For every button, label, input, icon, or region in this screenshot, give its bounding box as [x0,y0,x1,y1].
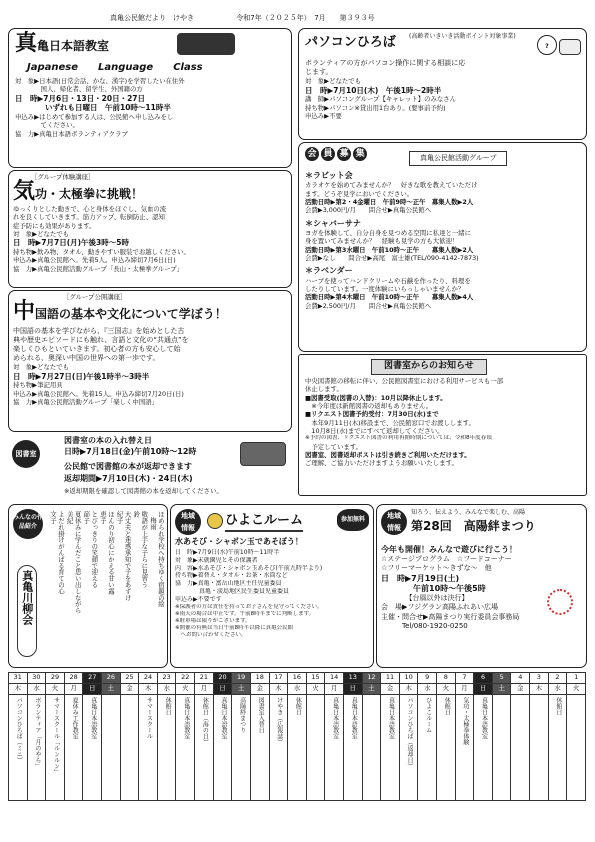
calendar-date: 17 [269,673,288,684]
pc-title: パソコンひろば [305,35,396,50]
kikou-group-tag: ［グループ体験講座］ [31,173,95,181]
calendar-event-cell [492,695,511,801]
calendar-event-cell [46,695,65,801]
fireworks-icon [547,589,573,615]
detail-line: 講 師▶パソコングループ【キャレット】のみなさん [305,95,457,104]
calendar-date: 31 [9,673,28,684]
detail-line: 日 時▶7月9日(水)午前10時～11時半 [175,549,280,556]
calendar-event: 気功・太極拳体験 [461,697,469,745]
group-line: 活動日時▶第3水曜日 午前10時～正午 募集人数▶2人 [305,245,474,254]
calendar-date: 2 [548,673,567,684]
calendar-date: 23 [157,673,176,684]
detail-line: 本年9月11日(木)移設まで、公民館窓口でお渡しします。 [305,418,475,427]
calendar-date: 15 [306,673,325,684]
calendar-event: 真亀日本語教室 [387,697,395,739]
group-line: ヨガを体験して、自分自身を見つめる空間に私達と一緒に [305,229,472,238]
calendar-weekday: 金 [120,684,139,695]
calendar-event-cell [269,695,288,801]
detail-line: 申込み▶真亀公民館へ。先着5人。申込み締切7月6日(日) [13,256,176,265]
detail-line: ☆フリーマーケット～きずな～ 他 [381,564,492,573]
detail-line: 中央図書館の移転に伴い、公民館図書室における利用サービスも一部 [305,377,504,385]
group-line: ます。どうぞ見学においでください。 [305,189,414,198]
calendar-weekday: 火 [46,684,65,695]
calendar-event: 真亀日本語教室 [219,697,227,739]
calendar-date: 8 [437,673,456,684]
calendar-date: 25 [120,673,139,684]
members-title-char: 員 [321,147,335,161]
calendar-event: 休館日 [164,697,172,715]
calendar-event: 真亀日本語教室 [331,697,339,739]
detail-line: 休止します。 [305,385,343,394]
detail-line: 日 時▶7月6日・13日・20日・27日 [15,93,146,103]
calendar-event: 休館日 [294,697,302,715]
calendar-event: ひよこルーム [424,697,432,733]
calendar-event-cell [157,695,176,801]
calendar-weekday: 日 [474,684,493,695]
group-line: 身を置いてみませんか？ 経験も見学の方も大歓迎！ [305,237,459,246]
calendar-weekday: 木 [9,684,28,695]
calendar-event: 休館日 [554,697,562,715]
chinese-details [13,327,289,406]
senryu-verse: ほんのり初心にかえる甘い露 恵子 [98,511,115,595]
kikou-title: 功・太極拳に挑戦！ [35,187,144,201]
calendar-weekday: 木 [399,684,418,695]
detail-line: れを良くしていきます。筋力アップ、転倒防止、認知 [13,213,165,222]
calendar-event-cell [120,695,139,801]
calendar-weekday-row [9,684,586,695]
senryu-verse: とびっきりの笑顔で迎える 節子 [82,511,99,588]
calendar-weekday: 日 [343,684,362,695]
calendar-date: 14 [325,673,344,684]
senryu-verse: ほめられ学校へ持ちゆく宿題の絵 梅雨 [148,511,165,607]
group-name: ＊ラビット会 [305,171,353,180]
calendar-event-cell [27,695,46,801]
detail-line: 午前10時～午後5時 [381,583,486,593]
japanese-class-subtitle: Japanese Language Class [27,62,203,73]
senryu-verse: 夏休みに学んだこと思い出しながら 美紀 [65,511,82,614]
calendar-event-cell [567,695,586,801]
detail-line: へお問い合わせください。 [175,632,247,639]
senryu-title: 真亀川柳会 [17,565,37,657]
festival-details [381,545,584,631]
detail-line: 真亀・淡島地区民生委員児童委員 [175,587,290,595]
calendar-event-cell [530,695,549,801]
senryu-verse: 大丈夫と迷惑承知で子をあずけ 紀子 [115,511,132,601]
calendar-date: 16 [288,673,307,684]
calendar-weekday: 水 [288,684,307,695]
detail-line: 会 場▶フジグラン高陽ふれあい広場 [381,603,498,612]
japanese-title-kanji: 真 [15,31,38,56]
detail-line: 申込み▶はじめて参加する人は、公民館へ申し込みをし [15,113,174,122]
calendar-event-cell [343,695,362,801]
festival-title: 第28回 高陽絆まつり [411,519,536,533]
group-line: ハーブを使ってハンドクリームや石鹸を作ったり、料理を [305,276,471,285]
group-line: 会費▶2,500円/月 問合せ▶真亀公民館へ [305,301,432,310]
library-closure-date: 日時▶7月18日(金)午前10時～12時 [64,447,197,456]
calendar-date: 4 [511,673,530,684]
chick-icon [207,513,223,529]
detail-line: ボランティアの方がパソコン操作に関する相談に応 [305,59,466,67]
calendar-event: サマースクール「ルンルン」 [52,697,60,775]
calendar-event: 休館日（海の日） [201,697,209,745]
festival-badge: 地域 情報 [381,509,407,535]
detail-line: 楽しくひもといていきます。初心者の方も安心して始 [13,345,181,354]
detail-line: 持ち物▶パソコン※貸出用1台あり。(要事前予約) [305,103,446,112]
japanese-class-box [8,28,292,168]
calendar-weekday: 水 [418,684,437,695]
festival-box [376,504,587,668]
calendar-event: 高陽絆まつり [238,697,246,733]
calendar-event-cell [511,695,530,801]
detail-line: 申込み▶不要です [175,595,222,603]
detail-line: 対 象▶どなたでも [13,229,70,238]
detail-line: てください。 [15,121,79,130]
calendar-event-cell [195,695,214,801]
calendar-weekday: 火 [567,684,586,695]
detail-line: 協 力▶真亀公民館活動グループ「楽しく中国語」 [13,398,158,407]
detail-line: ■リクエスト図書予約受付：7月30日(水)まで [305,410,439,419]
calendar-weekday: 水 [157,684,176,695]
calendar-weekday: 水 [548,684,567,695]
detail-line: ご理解、ご協力いただけますようお願いいたします。 [305,459,458,468]
detail-line: ☆ステージプログラム ☆フードコーナー [381,555,512,564]
calendar-date: 12 [362,673,381,684]
calendar-event-cell [399,695,418,801]
calendar-event-cell [213,695,232,801]
group-name: ＊シャバーサナ [305,218,361,228]
members-list [305,171,583,310]
detail-line: 持ち物▶飲み物、タオル、動きやすい服装でお越しください。 [13,248,190,257]
detail-line: 今年も開催！みんなで遊びに行こう！ [381,545,517,554]
detail-line: いずれも日曜日 午前10時～11時半 [15,103,171,113]
calendar-date: 5 [492,673,511,684]
detail-line: 日 時▶7月10日(木) 午後1時～2時半 [305,85,442,95]
group-line: 活動日時▶第4木曜日 午前10時～正午 募集人数▶4人 [305,293,474,302]
members-group-label: 真亀公民館活動グループ [409,151,507,166]
detail-line: Tel/080-1920-0250 [381,621,468,630]
detail-line: 持ち物▶筆記用具 [13,381,63,390]
calendar-event-cell [64,695,83,801]
calendar-event-cell [139,695,158,801]
calendar-event: サマースクール [145,697,153,739]
pc-details [305,59,583,120]
calendar-weekday: 土 [102,684,121,695]
calendar-date: 10 [399,673,418,684]
detail-line: 主催・問合せ▶高陽まつり実行委員会事務局 [381,612,520,621]
issue-info: 令和7年（２０２５年） 7月 第３９３号 [236,14,375,22]
calendar-weekday: 金 [250,684,269,695]
detail-line: 10月8日(水)までにすべて返却してください。 [305,426,444,435]
hiyoko-title: ひよこルーム [225,513,303,532]
detail-line: 国人、帰化者、留学生、外国籍の方 [15,85,143,94]
calendar-date: 18 [250,673,269,684]
calendar-weekday: 水 [27,684,46,695]
detail-line: ゆっくりとした動きで、心と身体をほぐし、気血の流 [13,205,167,213]
chinese-title-big: 中 [13,299,36,324]
japanese-class-details [15,77,287,138]
detail-line: 持ち物▶着替え・タオル・お茶・水筒など [175,572,288,580]
detail-line: 対 象▶未就園児とその保護者 [175,556,258,564]
pc-title-note: (高齢者いきいき活動ポイント対象事業) [409,33,516,40]
senryu-box [8,504,168,668]
library-closure-footnote: ※返却期限を確認して図書館の本を返却してください。 [64,487,223,495]
detail-line: ※予約の図書、リクエスト図書の利用再開時期については、令和8年度春頃 [305,435,492,442]
calendar-event-cell [83,695,102,801]
calendar-date: 9 [418,673,437,684]
group-line: 活動日時▶第2・4金曜日 午前9時～正午 募集人数▶2人 [305,198,474,207]
detail-line: 対 象▶どなたでも [305,77,362,86]
calendar-event: ボランティア「月のやら」 [33,697,41,769]
chinese-box [8,290,292,432]
detail-line: 日 時▶7月19日(土) [381,573,460,583]
calendar-event-cell [325,695,344,801]
detail-line: ※今年度は新館図書の返却もありません。 [305,401,433,410]
calendar-date-row [9,673,586,684]
computer-icon [559,39,581,55]
calendar-weekday: 日 [83,684,102,695]
library-closure-section [8,434,292,500]
chinese-title: 国語の基本や文化について学ぼう！ [35,307,227,321]
calendar-weekday: 火 [176,684,195,695]
calendar-date: 20 [213,673,232,684]
calendar-event: パソコンひろば（ミニ） [15,697,23,763]
calendar-date: 13 [343,673,362,684]
calendar-weekday: 月 [455,684,474,695]
detail-line: じます。 [305,68,333,77]
calendar-weekday: 木 [139,684,158,695]
calendar-weekday: 月 [325,684,344,695]
calendar-weekday: 日 [213,684,232,695]
members-title-char: 集 [353,147,367,161]
calendar-event-cell [381,695,400,801]
senryu-verses [49,511,165,665]
detail-line: 対 象▶日本語(日常会話、かな、漢字)を学習したい在住外 [15,77,185,85]
calendar-date: 19 [232,673,251,684]
detail-line: 協 力▶真亀公民館活動グループ「長山・太極拳グループ」 [13,264,184,273]
calendar-date: 29 [46,673,65,684]
chinese-group-tag: ［グループ公開講座］ [63,293,127,301]
calendar-event-cell [102,695,121,801]
calendar-date: 22 [176,673,195,684]
detail-line: 図書室、図書返却ポストは引き続きご利用いただけます。 [305,450,471,459]
event-calendar [8,672,586,801]
calendar-event-row [9,695,586,801]
japanese-class-title: 亀日本語教室 [37,39,110,53]
hiyoko-subtitle: 水あそび・シャボン玉であそぼう！ [175,537,303,546]
calendar-weekday: 土 [232,684,251,695]
calendar-event: 図書室入替日 [257,697,265,733]
calendar-date: 26 [102,673,121,684]
detail-line: 内 容▶水あそび・シャボン玉あそび(午前九時半より) [175,564,323,572]
pc-box [298,28,587,140]
free-tag: 参加無料 [337,509,369,531]
newsletter-title: 真亀公民館だより けやき [110,14,194,22]
calendar-date: 28 [64,673,83,684]
calendar-event: 真亀日本語教室 [350,697,358,739]
calendar-event: 真亀日本語教室 [182,697,190,739]
calendar-event-cell [362,695,381,801]
newsletter-header [110,14,580,26]
calendar-weekday: 火 [437,684,456,695]
library-closure-return: 返却期間▶7月10日(木)・24日(木) [64,474,193,483]
calendar-event: 休館日 [443,697,451,715]
calendar-event: 真亀日本語教室 [480,697,488,739]
calendar-date: 7 [455,673,474,684]
members-box [298,142,587,352]
library-notice-title: 図書室からのお知らせ [371,359,487,375]
library-closure-title: 図書室の本の入れ替え日 [64,436,152,445]
group-line: カラオケを始めてみませんか？ 好きな歌を教えていただけ [305,181,478,190]
calendar-weekday: 土 [362,684,381,695]
calendar-event-cell [232,695,251,801]
hiyoko-box [170,504,374,668]
detail-line: 日 時▶7月27日(日)午後1時半～3時半 [13,371,150,381]
library-notice-details [305,377,583,468]
calendar-date: 21 [195,673,214,684]
calendar-weekday: 火 [306,684,325,695]
calendar-date: 11 [381,673,400,684]
senryu-verse: 敬語が上手な子らに見習う 鈴 [132,511,149,588]
help-icon: ? [537,35,557,55]
calendar-event-cell [474,695,493,801]
members-title-char: 会 [305,147,319,161]
detail-line: 協 力▶真亀日本語ボランティアクラブ [15,129,128,138]
calendar-weekday: 土 [492,684,511,695]
calendar-weekday: 木 [530,684,549,695]
books-icon [240,442,286,466]
detail-line: 中国語の基本を学びながら、『三国志』を始めとした古 [13,327,185,335]
detail-line: 症予防にも効果があります。 [13,221,96,230]
calendar-date: 1 [567,673,586,684]
calendar-weekday: 月 [64,684,83,695]
calendar-event: けやき（広報誌） [275,697,283,745]
group-line: 会費▶3,000円/月 問合せ▶真亀公民館へ [305,206,432,215]
senryu-verse: よだれ掛けがんばる育ての心 文子 [49,511,65,595]
members-title-char: 募 [337,147,351,161]
calendar-event-cell [288,695,307,801]
library-notice-box [298,354,587,496]
group-name: ＊ラベンダー [305,266,353,276]
members-title [305,147,367,161]
detail-line: ※保護者の方は責任を持ってお子さんを見守ってください。 [175,603,323,610]
calendar-event-cell [418,695,437,801]
calendar-event-cell [250,695,269,801]
detail-line: 予定しています。 [305,442,363,451]
detail-line: 典や歴史エピソードにも触れ、言語と文化の“共通点”を [13,336,189,345]
detail-line: 申込み▶真亀公民館へ。先着15人。申込み締切7月20日(日) [13,389,184,398]
calendar-weekday: 木 [269,684,288,695]
detail-line: 【台風以外は決行】 [381,594,469,603]
calendar-date: 3 [530,673,549,684]
library-label: 図書室 [12,440,40,468]
detail-line: ※雨天の場合は中止です。午前8時半までに判断します。 [175,610,315,617]
calendar-event: 夏休み工作教室 [71,697,79,739]
kikou-title-big: 気 [13,179,36,204]
books-icon [177,33,235,55]
group-line: 会費▶なし 問合せ▶高尾 富士雄(TEL/090-4142-7873) [305,254,479,263]
detail-line: 対 象▶どなたでも [13,363,70,372]
calendar-event-cell [9,695,28,801]
detail-line: 協 力▶真亀・富岳山地区主任児童委員 [175,580,282,588]
calendar-weekday: 金 [381,684,400,695]
calendar-event-cell [176,695,195,801]
detail-line: ※駐車場は限りがございます。 [175,617,251,624]
hiyoko-details [175,549,371,639]
hiyoko-badge: 地域 情報 [175,509,201,535]
calendar-event: 真亀日本語教室 [89,697,97,739]
detail-line: 申込み▶不要 [305,111,342,120]
calendar-date: 6 [474,673,493,684]
calendar-event-cell [548,695,567,801]
library-closure-note: 公民館で図書館の本が返却できます [64,462,192,471]
detail-line: ■図書受取(図書の入替)：10月以降休止します。 [305,393,447,402]
senryu-badge: みんなの作品紹介 [13,509,43,539]
festival-intro: 知ろう、伝えよう、みんなで楽しむ、高陽 [411,509,526,516]
detail-line: ※開催の有無は当日午前8時半以降に真亀公民館 [175,625,294,631]
calendar-date: 24 [139,673,158,684]
calendar-date: 30 [27,673,46,684]
kikou-box [8,170,292,288]
group-line: したりしています。一度体験にいらっしゃいませんか？ [305,285,465,294]
detail-line: 日 時▶7月7日(月)午後3時～5時 [13,238,129,248]
kikou-details [13,205,289,273]
calendar-weekday: 月 [195,684,214,695]
calendar-weekday: 金 [511,684,530,695]
calendar-event: パソコンひろば（返却日） [406,697,414,769]
detail-line: められる、奥深い中国の世界への第一歩です。 [13,354,160,363]
calendar-event-cell [455,695,474,801]
calendar-event-cell [437,695,456,801]
calendar-date: 27 [83,673,102,684]
calendar-event-cell [306,695,325,801]
